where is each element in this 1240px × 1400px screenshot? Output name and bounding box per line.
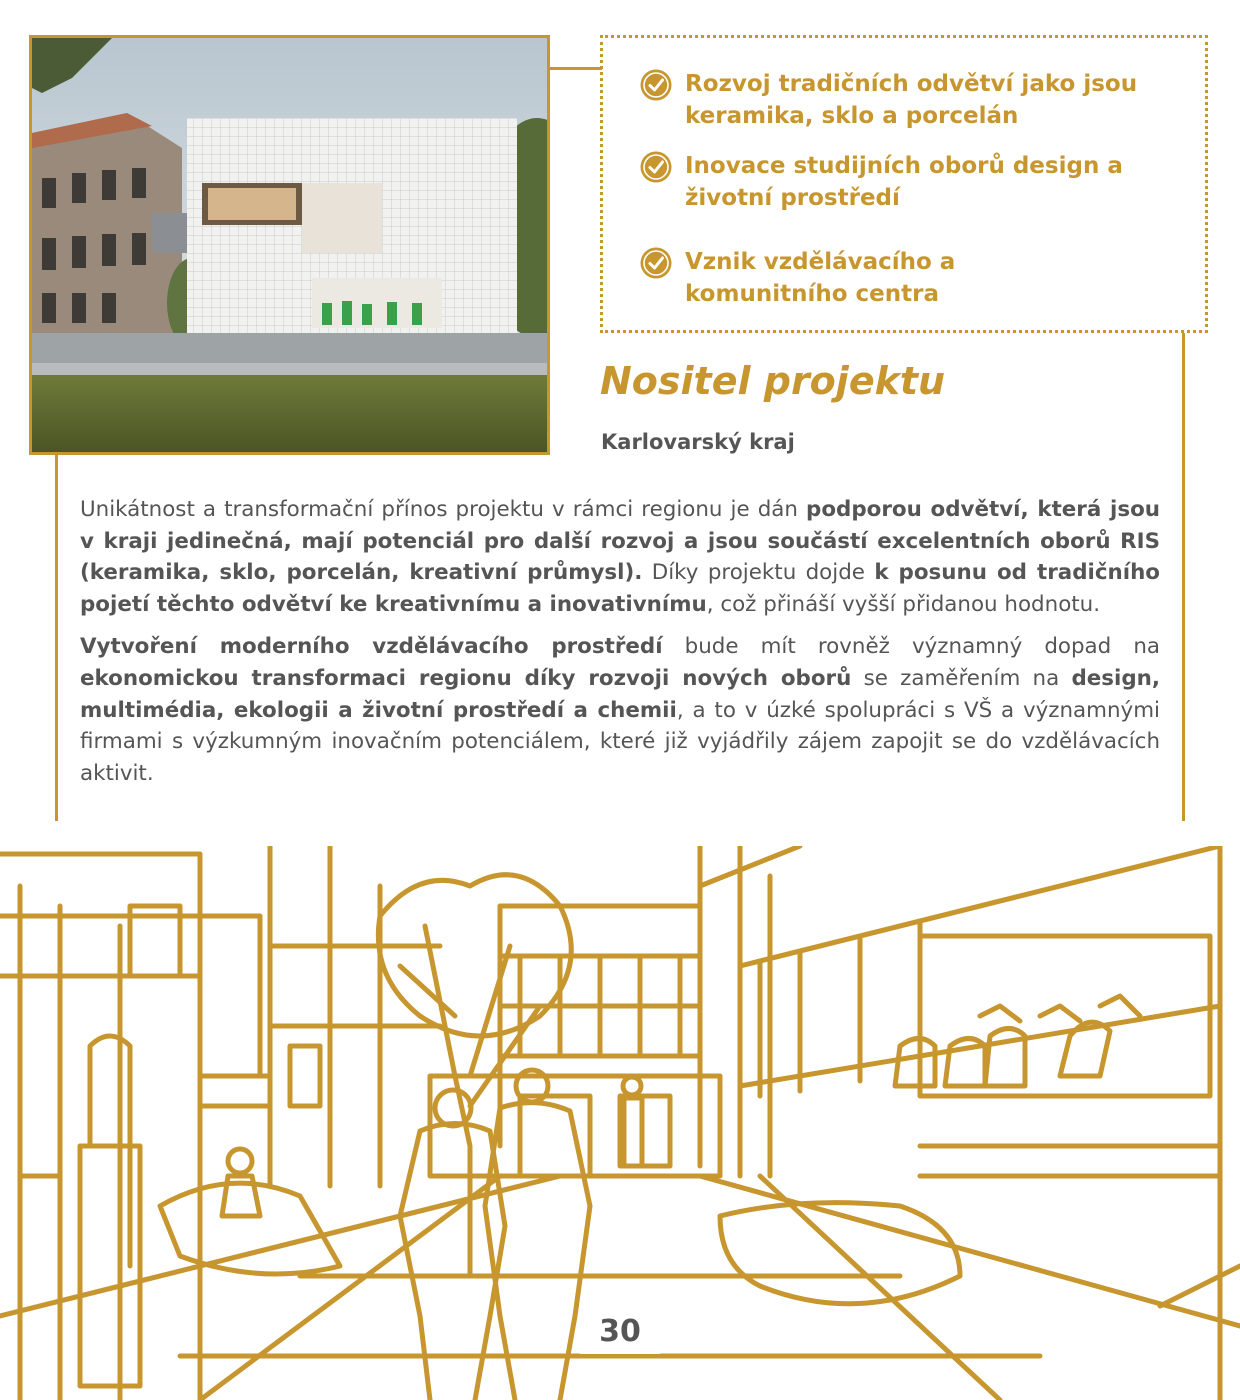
check-circle-icon <box>639 246 673 280</box>
paragraph-1: Unikátnost a transformační přínos projektu v rámci regionu je dán podporou odvětví, která jsou v kraji jedinečná, mají potenciál pro další rozvoj a jsou součástí excelentních oborů RIS (keramika, sklo, porcelán, kreativní průmysl). Díky projektu dojde k posunu od tradičního pojetí těchto odvětví ke kreativnímu a inovativnímu, což přináší vyšší přidanou hodnotu. <box>80 497 1161 617</box>
project-holder: Karlovarský kraj <box>601 430 795 454</box>
body-text <box>80 494 1160 800</box>
goal-text: Rozvoj tradičních odvětví jako jsou keramika, sklo a porcelán <box>685 71 1138 129</box>
goal-item <box>639 150 1125 214</box>
check-circle-icon <box>639 150 673 184</box>
project-goals-box <box>600 35 1208 333</box>
building-rendering-photo <box>29 35 550 455</box>
connector-line-right <box>1182 333 1185 821</box>
page-number: 30 <box>580 1310 660 1354</box>
connector-line-left <box>55 455 58 821</box>
connector-line-top <box>550 67 602 70</box>
goal-text: Vznik vzdělávacího a komunitního centra <box>685 249 956 307</box>
check-circle-icon <box>639 68 673 102</box>
section-heading: Nositel projektu <box>600 359 946 403</box>
goal-text: Inovace studijních oborů design a životní prostředí <box>685 153 1123 211</box>
paragraph-2: Vytvoření moderního vzdělávacího prostředí bude mít rovněž významný dopad na ekonomickou transformaci regionu díky rozvoji nových oborů se zaměřením na design, multimédia, ekologii a životní prostředí a chemii, a to v úzké spolupráci s VŠ a významnými firmami s výzkumným inovačním potenciálem, které již vyjádřily zájem zapojit se do vzdělávacích aktivit. <box>80 634 1160 786</box>
goal-item <box>639 68 1185 132</box>
goal-item <box>639 246 985 310</box>
